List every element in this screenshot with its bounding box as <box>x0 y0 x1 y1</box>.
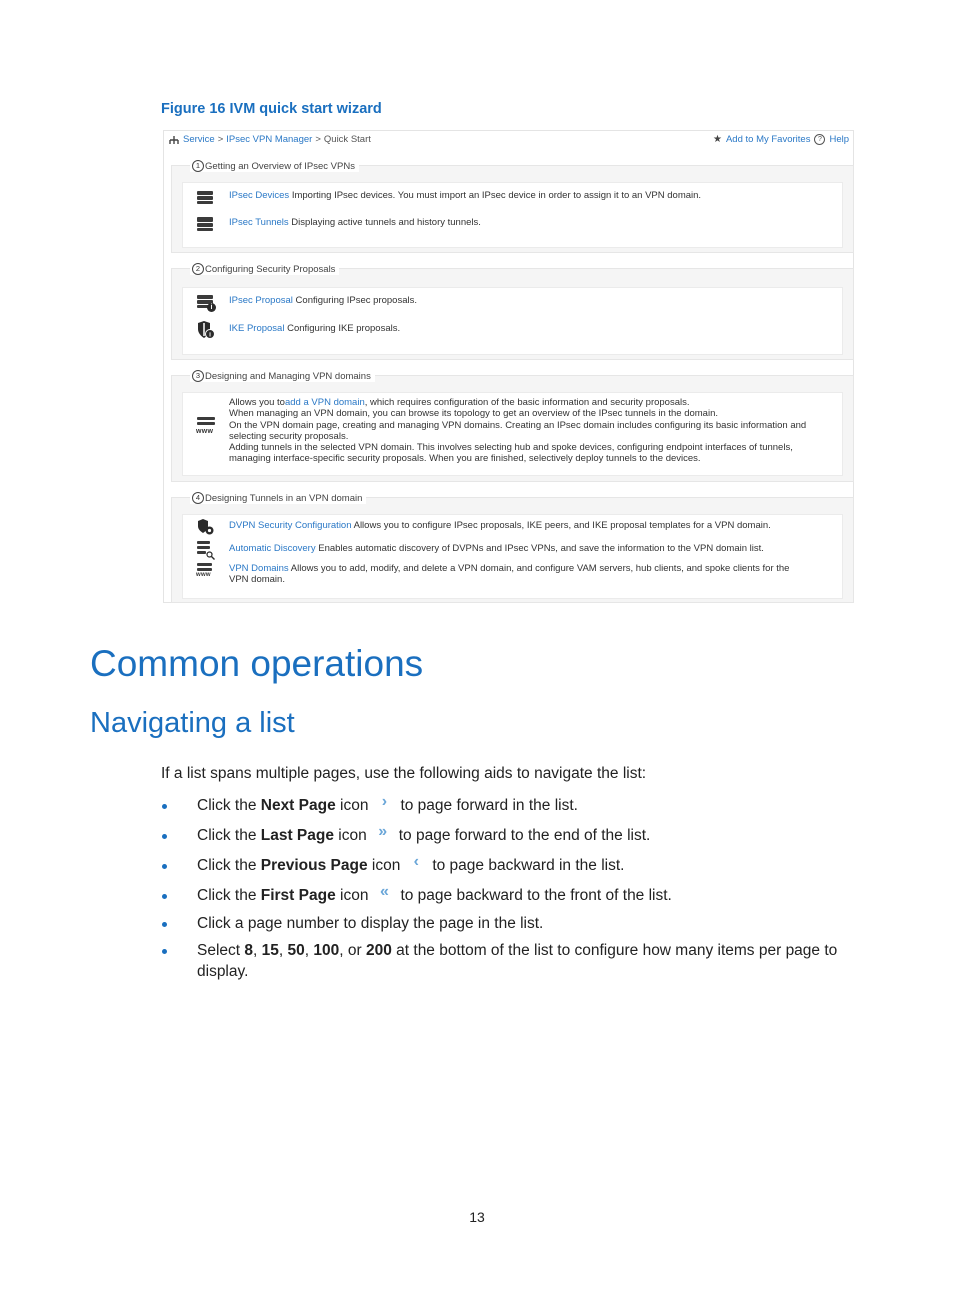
favorites-star-icon: ★ <box>713 134 722 145</box>
breadcrumb-service-link[interactable]: Service <box>183 134 215 145</box>
dvpn-security-configuration-link[interactable]: DVPN Security Configuration <box>229 520 352 531</box>
section-title: Configuring Security Proposals <box>205 263 336 275</box>
section-legend <box>190 370 375 382</box>
heading-navigating-a-list: Navigating a list <box>90 707 295 739</box>
bullet-icon <box>162 922 167 927</box>
figure-caption: Figure 16 IVM quick start wizard <box>161 101 382 117</box>
ike-proposal-link[interactable]: IKE Proposal <box>229 323 285 334</box>
ipsec-proposal-link[interactable]: IPsec Proposal <box>229 295 293 306</box>
section-title: Getting an Overview of IPsec VPNs <box>205 160 355 172</box>
svg-text:i: i <box>209 331 211 339</box>
shield-gear-icon <box>197 520 215 536</box>
previous-page-icon: ‹ <box>413 853 419 870</box>
server-www-icon: www <box>197 563 215 579</box>
bullet-icon <box>162 804 167 809</box>
item-text: DVPN Security Configuration Allows you to configure IPsec proposals, IKE peers, and IKE proposal templates for a VPN domain. <box>229 520 771 531</box>
step-number-icon: 4 <box>192 492 204 504</box>
section-content <box>182 514 843 599</box>
step-number-icon: 3 <box>192 370 204 382</box>
breadcrumb-separator: > <box>217 134 224 145</box>
ipsec-devices-link[interactable]: IPsec Devices <box>229 190 290 201</box>
add-vpn-domain-link[interactable]: add a VPN domain <box>284 397 365 408</box>
server-search-icon <box>197 543 215 559</box>
breadcrumb-current: Quick Start <box>323 134 371 145</box>
bullet-icon <box>162 894 167 899</box>
section-title: Designing and Managing VPN domains <box>205 370 371 382</box>
shield-info-icon <box>197 323 215 339</box>
item-text: IPsec Proposal Configuring IPsec proposals. <box>229 295 417 306</box>
item-text: Automatic Discovery Enables automatic discovery of DVPNs and IPsec VPNs, and save the information to the VPN domain list. <box>229 543 764 554</box>
section-legend <box>190 492 366 504</box>
section-security-proposals <box>171 263 854 360</box>
list-item <box>197 543 834 559</box>
automatic-discovery-link[interactable]: Automatic Discovery <box>229 543 316 554</box>
item-text: Allows you toadd a VPN domain, which requires configuration of the basic information and security proposals. When managing an VPN domain, you can browse its topology to get an overview of the IPsec tunnels in the domain. On the VPN domain page, creating and managing VPN domains. Creating an IPsec domain includes configuring its basic information and selecting security proposals. Adding tunnels in the selected VPN domain. This involves selecting hub and spoke devices, configuring endpoint interfaces of tunnels, managing interface-specific security proposals. When you are finished, selectively deploy tunnels to the devices. <box>229 397 807 465</box>
server-www-icon: www <box>197 417 215 437</box>
next-page-icon: › <box>381 793 388 810</box>
ipsec-tunnels-link[interactable]: IPsec Tunnels <box>229 217 289 228</box>
list-item <box>197 520 834 536</box>
section-overview <box>171 160 854 253</box>
section-legend <box>190 160 359 172</box>
last-page-icon: » <box>378 823 388 840</box>
section-content <box>182 182 843 248</box>
breadcrumb <box>168 134 371 145</box>
add-to-favorites-link[interactable]: Add to My Favorites <box>725 134 811 145</box>
section-title: Designing Tunnels in an VPN domain <box>205 492 363 504</box>
first-page-icon: « <box>380 883 389 900</box>
list-item <box>197 217 834 233</box>
vpn-domains-link[interactable]: VPN Domains <box>229 563 289 574</box>
list-item <box>197 295 834 311</box>
list-item <box>197 190 834 206</box>
help-link[interactable]: Help <box>829 134 849 145</box>
list-item <box>197 323 834 339</box>
section-legend <box>190 263 339 275</box>
server-icon <box>197 190 215 206</box>
breadcrumb-ipsec-vpn-manager-link[interactable]: IPsec VPN Manager <box>226 134 313 145</box>
item-text: IPsec Devices Importing IPsec devices. You must import an IPsec device in order to assign it to an VPN domain. <box>229 190 702 201</box>
tunnel-server-icon <box>197 217 215 233</box>
breadcrumb-separator: > <box>315 134 321 145</box>
list-item <box>197 563 834 586</box>
section-content <box>182 392 843 476</box>
heading-common-operations: Common operations <box>90 643 424 684</box>
section-designing-tunnels <box>171 492 854 603</box>
service-tree-icon <box>168 135 180 145</box>
section-content <box>182 287 843 355</box>
bullet-icon <box>162 864 167 869</box>
ivm-quick-start-screenshot <box>163 130 854 603</box>
section-vpn-domains <box>171 370 854 482</box>
header-actions <box>713 134 849 145</box>
step-number-icon: 1 <box>192 160 204 172</box>
list-item <box>197 397 834 465</box>
intro-paragraph: If a list spans multiple pages, use the following aids to navigate the list: <box>161 765 647 782</box>
bullet-icon <box>162 834 167 839</box>
page-number: 13 <box>469 1209 485 1225</box>
server-info-icon: i <box>197 295 215 311</box>
help-icon: ? <box>814 134 825 145</box>
item-text: IKE Proposal Configuring IKE proposals. <box>229 323 401 334</box>
item-text: VPN Domains Allows you to add, modify, and delete a VPN domain, and configure VAM servers, hub clients, and spoke clients for the VPN domain. <box>229 563 790 586</box>
bullet-icon <box>162 949 167 954</box>
step-number-icon: 2 <box>192 263 204 275</box>
item-text: IPsec Tunnels Displaying active tunnels and history tunnels. <box>229 217 481 228</box>
